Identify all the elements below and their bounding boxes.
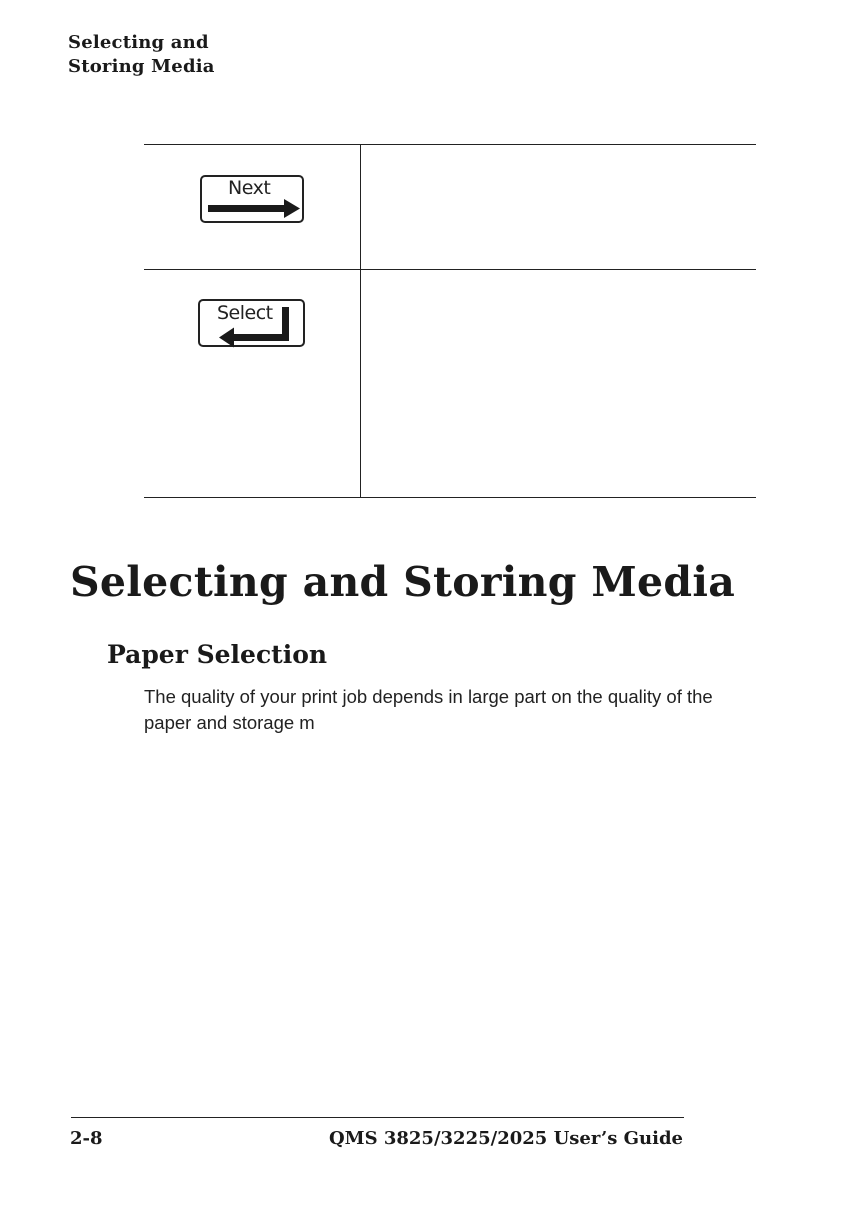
key-table [144, 144, 756, 498]
key-table-row-next [144, 144, 756, 269]
enter-return-arrow-icon [200, 301, 307, 349]
running-header [68, 31, 215, 79]
guide-title: QMS 3825/3225/2025 User’s Guide [328, 1128, 683, 1149]
section-title: Selecting and Storing Media [70, 558, 736, 606]
body-paragraph: The quality of your print job depends in large part on the quality of the paper and storage m [144, 686, 713, 733]
subsection-title: Paper Selection [107, 640, 328, 669]
next-key-label: Next [228, 177, 271, 199]
key-table-row-select [144, 269, 756, 498]
running-header-line1: Selecting and [68, 32, 209, 53]
page-number: 2-8 [70, 1128, 103, 1149]
key-cell [144, 145, 361, 269]
running-header-line2: Storing Media [68, 56, 215, 77]
key-description [361, 270, 756, 497]
select-key-label: Select [217, 302, 273, 324]
right-arrow-icon [202, 177, 306, 225]
footer-divider [71, 1117, 684, 1118]
next-key-button [200, 175, 304, 223]
select-key-button [198, 299, 305, 347]
key-cell [144, 270, 361, 497]
key-description [361, 145, 756, 269]
